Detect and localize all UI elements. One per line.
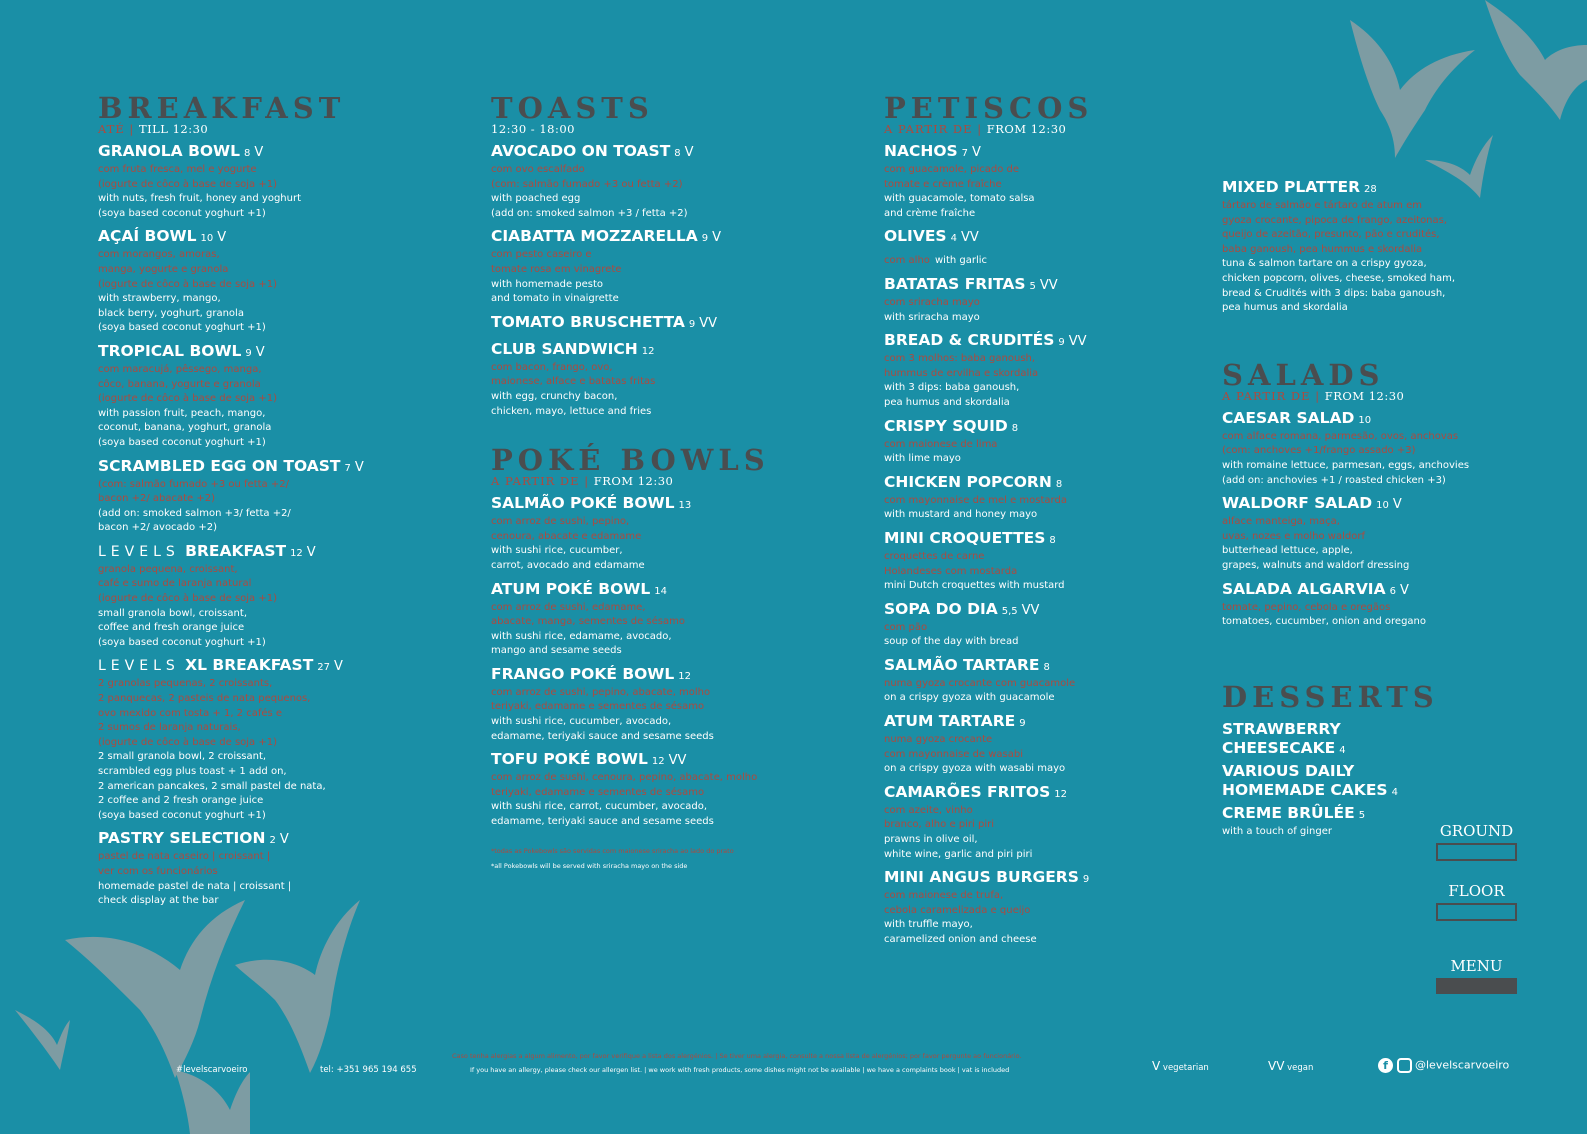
desserts-section — [1222, 679, 1522, 840]
item-price: 27 — [317, 662, 331, 674]
item-description-pt: com mayonnaise de mel e mostarda — [884, 494, 1067, 506]
menu-item — [1222, 762, 1522, 802]
item-description-pt: com fruta fresca, mel e yogurte (iogurte de côco à base de soja +1) — [98, 164, 277, 190]
item-name: AÇAÍ BOWL — [98, 227, 197, 246]
item-description-en: with mustard and honey mayo — [884, 509, 1038, 521]
breakfast-section — [98, 93, 468, 915]
menu-item — [884, 712, 1204, 777]
item-price: 6 — [1389, 585, 1396, 597]
petiscos-section — [884, 93, 1204, 954]
item-description-en: with sriracha mayo — [884, 311, 980, 323]
facebook-icon[interactable]: f — [1378, 1058, 1393, 1073]
vegetarian-icon: V — [1152, 1059, 1161, 1073]
item-description-pt: com pão — [884, 621, 928, 633]
item-price: 8 — [1043, 661, 1050, 673]
hashtag: #levelscarvoeiro — [176, 1065, 248, 1075]
item-name: PASTRY SELECTION — [98, 829, 266, 848]
menu-item — [98, 656, 468, 823]
item-description-pt: tomate, pepino, cebola e oregãos — [1222, 601, 1391, 613]
item-price: 12 — [290, 547, 303, 559]
item-description-pt: (com: salmão fumado +3 ou fetta +2/ bacon +2/ abacate +2) — [98, 478, 289, 505]
item-description-en: with nuts, fresh fruit, honey and yoghurt (soya based coconut yoghurt +1) — [98, 193, 302, 219]
item-price: 8 — [1011, 422, 1019, 434]
poke-note-en: *all Pokebowls will be served with sriracha mayo on the side — [491, 861, 688, 870]
nav-floor-indicator — [1436, 903, 1517, 921]
item-price: 9 — [1082, 874, 1090, 886]
item-description-en: prawns in olive oil, white wine, garlic and piri piri — [884, 834, 1033, 860]
menu-item — [98, 342, 468, 451]
menu-item — [1222, 409, 1522, 488]
menu-item — [491, 142, 861, 221]
menu-item — [491, 227, 861, 306]
vegetarian-icon: V — [255, 344, 265, 360]
menu-item — [884, 783, 1204, 862]
item-description-pt: com morangos, amoras, manga, yogurte e granola (iogurte de côco à base de soja +1) — [98, 249, 277, 290]
item-description-en: on a crispy gyoza with wasabi mayo — [884, 763, 1066, 775]
item-price: 4 — [950, 233, 957, 245]
item-description-en: mini Dutch croquettes with mustard — [884, 580, 1065, 592]
menu-item — [491, 494, 861, 573]
item-description-pt: granola pequena, croissant, café e sumo de laranja natural (iogurte de côco à base de soja +1) — [98, 563, 277, 605]
nav-floor-label: FLOOR — [1448, 882, 1505, 900]
vegetarian-icon: V — [254, 145, 264, 160]
item-price: 8 — [1055, 478, 1063, 490]
menu-item — [884, 227, 1204, 269]
item-description-pt: tártaro de salmão e tártaro de atum em gyoza crocante, pipoca de frango, azeitonas, queijo de azeitão, presunto, pão e crudités, baba ganoush, pea hummus e skordalia — [1222, 200, 1448, 255]
nav-ground[interactable] — [1436, 822, 1517, 861]
item-description-en: 2 small granola bowl, 2 croissant, scrambled egg plus toast + 1 add on, 2 american pancakes, 2 small pastel de nata, 2 coffee and 2 fresh orange juice (soya based coconut yoghurt +1) — [98, 751, 326, 821]
menu-item — [884, 417, 1204, 467]
vegetarian-icon: V — [972, 145, 981, 160]
menu-item — [884, 142, 1204, 221]
item-name: MINI CROQUETTES — [884, 528, 1046, 547]
item-price: 28 — [1364, 184, 1377, 195]
item-description-pt: 2 granolas pequenas, 2 croissants, 2 panquecas, 2 pasteis de nata pequenos, ovo mexido com tosta + 1, 2 cafés e 2 sumos de laranja naturais, (iogurte de côco à base de soja +1) — [98, 678, 311, 748]
item-price: 2 — [269, 835, 276, 847]
item-description-en: tomatoes, cucumber, onion and oregano — [1222, 616, 1427, 628]
vegan-icon: VV — [960, 230, 979, 246]
menu-item — [98, 457, 468, 536]
menu-item — [98, 227, 468, 336]
salads-section — [1222, 357, 1522, 630]
section-title: POKÉ BOWLS — [491, 443, 770, 478]
item-name: BREAD & CRUDITÉS — [884, 331, 1055, 350]
item-name-line2: CHEESECAKE — [1222, 738, 1336, 757]
menu-item — [491, 580, 861, 659]
item-description-en: with strawberry, mango, black berry, yoghurt, granola (soya based coconut yoghurt +1) — [98, 293, 266, 334]
social-handle: @levelscarvoeiro — [1415, 1058, 1510, 1072]
section-title: DESSERTS — [1222, 679, 1439, 714]
item-name: CLUB SANDWICH — [491, 339, 638, 358]
item-name: SALADA ALGARVIA — [1222, 579, 1386, 598]
allergy-note-en: If you have an allergy, please check our allergen list. | we work with fresh products, some dishes might not be available | we have a complaints book | vat is included — [470, 1066, 1010, 1074]
swallow-icon — [225, 895, 365, 1075]
instagram-icon[interactable] — [1397, 1058, 1412, 1073]
item-price: 10 — [200, 233, 214, 245]
item-name: STRAWBERRY — [1222, 719, 1341, 738]
item-name: CREME BRÛLÉE — [1222, 803, 1355, 822]
section-title: PETISCOS — [884, 91, 1094, 125]
menu-item — [491, 665, 861, 744]
item-name: SALMÃO POKÉ BOWL — [491, 494, 675, 513]
vegan-icon: VV — [699, 315, 718, 331]
swallow-icon — [1480, 0, 1587, 130]
item-price: 13 — [678, 500, 692, 512]
section-subtitle: 12:30 - 18:00 — [491, 122, 575, 136]
menu-item — [98, 829, 468, 908]
item-description-en: with truffle mayo, caramelized onion and cheese — [884, 919, 1037, 945]
section-title: BREAKFAST — [98, 91, 346, 125]
menu-item — [884, 656, 1204, 706]
item-name: ATUM POKÉ BOWL — [491, 579, 651, 598]
item-description-en: butterhead lettuce, apple, grapes, walnuts and waldorf dressing — [1222, 545, 1410, 571]
allergy-note-pt: Caso tenha alergias a algum alimento, por favor verifique a lista dos alergénios. | Se tiver uma alergia, consulte a nossa lista de alergénios; por favor pergunte ao funcionário. — [452, 1052, 1022, 1060]
nav-menu-indicator — [1436, 978, 1517, 994]
item-price: 12 — [641, 345, 655, 357]
item-description-en: with garlic — [935, 255, 988, 267]
poke-bowls-section — [491, 445, 861, 874]
item-description-en: with sushi rice, edamame, avocado, mango and sesame seeds — [491, 630, 672, 657]
item-price: 9 — [1058, 337, 1065, 349]
item-name: SALMÃO TARTARE — [884, 655, 1040, 674]
item-description-pt: com azeite, vinho branco, alho e piri piri — [884, 804, 994, 831]
item-name: SOPA DO DIA — [884, 599, 998, 618]
telephone: tel: +351 965 194 655 — [320, 1065, 417, 1075]
item-name: BREAKFAST — [185, 541, 287, 560]
item-name: BATATAS FRITAS — [884, 274, 1026, 293]
item-price: 9 — [1019, 718, 1026, 730]
item-description-pt: com arroz de sushi, pepino, abacate, molho teriyaki, edamame e sementes de sésamo — [491, 686, 711, 713]
item-description-pt: com arroz de sushi, pepino, cenoura, abacate e edamame — [491, 516, 642, 542]
poke-note-pt: *todas as Pokebowls são servidas com maionese sriracha ao lado do prato — [491, 846, 734, 855]
vegan-icon: VV — [1021, 602, 1040, 618]
item-description-en: with lime mayo — [884, 453, 961, 465]
toasts-section — [491, 93, 861, 874]
item-description-en: with a touch of ginger — [1222, 825, 1332, 837]
vegetarian-icon: V — [1399, 582, 1409, 598]
vegan-icon: VV — [1039, 277, 1058, 293]
item-description-en: with guacamole, tomato salsa and crème fraîche — [884, 193, 1035, 219]
item-description-en: with sushi rice, carrot, cucumber, avocado, edamame, teriyaki sauce and sesame seeds — [491, 801, 714, 828]
vegan-icon: VV — [1268, 1059, 1285, 1073]
swallow-icon — [15, 1010, 70, 1070]
menu-item — [884, 275, 1204, 325]
menu-item — [98, 142, 468, 221]
item-price: 10 — [1376, 500, 1389, 512]
item-price: 9 — [701, 233, 709, 245]
item-price: 5 — [1358, 809, 1366, 821]
item-name: TROPICAL BOWL — [98, 341, 242, 360]
nav-menu-label: MENU — [1450, 957, 1503, 975]
item-price: 5 — [1029, 280, 1036, 292]
vegetarian-icon: V — [279, 832, 289, 848]
item-description-en: on a crispy gyoza with guacamole — [884, 692, 1055, 704]
item-name: TOFU POKÉ BOWL — [491, 750, 648, 769]
item-name: WALDORF SALAD — [1222, 494, 1373, 513]
item-description-pt: croquettes de carne Holandeses com mostarda — [884, 550, 1018, 577]
item-price: 8 — [244, 148, 251, 159]
item-description-pt: com maracujá, pêssego, manga, côco, banana, yogurte e granola (iogurte de côco à base de soja +1) — [98, 363, 277, 405]
menu-item — [98, 542, 468, 651]
item-name: CAMARÕES FRITOS — [884, 782, 1051, 801]
item-name: VARIOUS DAILY — [1222, 761, 1355, 780]
item-description-pt: com ovo escalfado (com: salmão fumado +3 ou fetta +2) — [491, 164, 683, 190]
section-title: SALADS — [1222, 357, 1385, 392]
item-name: ATUM TARTARE — [884, 712, 1016, 731]
menu-item — [1222, 494, 1522, 573]
item-price: 4 — [1339, 744, 1346, 756]
menu-item — [491, 750, 861, 829]
item-price: 7 — [961, 148, 969, 159]
item-description-en: (add on: smoked salmon +3/ fetta +2/ bacon +2/ avocado +2) — [98, 507, 291, 534]
item-description-pt: pastel de nata caseiro | croissant | ver com os funcionários — [98, 851, 271, 877]
menu-item — [1222, 580, 1522, 630]
item-description-pt: com arroz de sushi, edamame, abacate, manga, sementes de sésamo — [491, 601, 685, 628]
item-price: 12 — [651, 756, 665, 768]
item-name: CIABATTA MOZZARELLA — [491, 227, 698, 246]
item-description-pt: com bacon, frango, ovo, maionese, alface e batatas fritas — [491, 361, 656, 388]
menu-item — [1222, 720, 1522, 760]
item-description-en: soup of the day with bread — [884, 636, 1019, 648]
section-subtitle: ATÉ | TILL 12:30 — [98, 122, 209, 136]
nav-floor[interactable] — [1436, 882, 1517, 921]
menu-item — [884, 529, 1204, 594]
item-name: MINI ANGUS BURGERS — [884, 868, 1079, 887]
vegetarian-icon: V — [354, 459, 364, 475]
menu-item — [884, 473, 1204, 523]
swallow-icon — [60, 890, 250, 1080]
section-subtitle: A PARTIR DE | FROM 12:30 — [1222, 388, 1405, 403]
item-description-pt: com maionese de trufa, cebola caramelizada e queijo — [884, 890, 1031, 916]
vegetarian-icon: V — [712, 230, 722, 246]
item-name: OLIVES — [884, 227, 947, 246]
right-column — [1222, 178, 1522, 845]
item-description-en: small granola bowl, croissant, coffee and fresh orange juice (soya based coconut yoghurt +1) — [98, 607, 266, 648]
item-name: FRANGO POKÉ BOWL — [491, 664, 675, 683]
item-name-line2: HOMEMADE CAKES — [1222, 780, 1388, 799]
item-description-en: with egg, crunchy bacon, chicken, mayo, lettuce and fries — [491, 390, 652, 417]
item-price: 4 — [1391, 786, 1398, 798]
item-description-en: tuna & salmon tartare on a crispy gyoza, chicken popcorn, olives, cheese, smoked ham, bread & Crudités with 3 dips: baba ganoush, pea humus and skordalia — [1222, 258, 1456, 314]
item-description-en: homemade pastel de nata | croissant | check display at the bar — [98, 880, 292, 907]
section-subtitle: A PARTIR DE | FROM 12:30 — [491, 474, 674, 489]
item-description-en: with sushi rice, cucumber, avocado, edamame, teriyaki sauce and sesame seeds — [491, 716, 714, 742]
item-price: 9 — [688, 318, 696, 330]
item-price: 8 — [1049, 534, 1056, 546]
item-name: CHICKEN POPCORN — [884, 472, 1052, 491]
item-price: 8 — [674, 148, 681, 159]
item-name: CAESAR SALAD — [1222, 408, 1355, 427]
item-description-en: with poached egg (add on: smoked salmon +3 / fetta +2) — [491, 193, 688, 219]
item-price: 7 — [344, 462, 351, 474]
vegetarian-icon: V — [306, 544, 316, 560]
item-price: 10 — [1358, 414, 1372, 426]
vegetarian-icon: V — [334, 659, 343, 675]
item-description-en: with sushi rice, cucumber, carrot, avocado and edamame — [491, 545, 645, 571]
item-price: 12 — [678, 670, 692, 682]
item-name: GRANOLA BOWL — [98, 142, 241, 160]
levels-logo: LEVELS — [98, 658, 180, 675]
item-description-en: with homemade pesto and tomato in vinaigrette — [491, 278, 619, 305]
item-description-pt: com 3 molhos: baba ganoush, hummus de ervilha e skordalia — [884, 353, 1039, 379]
item-description-pt: com arroz de sushi, cenoura, pepino, abacate, molho teriyaki, edamame e sementes de sésamo — [491, 772, 758, 798]
nav-ground-label: GROUND — [1439, 822, 1514, 840]
item-description-en: with 3 dips: baba ganoush, pea humus and skordalia — [884, 382, 1020, 408]
item-description-pt: com sriracha mayo — [884, 296, 980, 308]
item-price: 14 — [654, 585, 668, 597]
item-description-pt: com maionese de lima — [884, 438, 998, 450]
item-description-pt: numa gyoza crocante com guacamole — [884, 677, 1076, 689]
item-description-pt: alface manteiga, maça, uvas, nozes e molho waldorf — [1222, 516, 1365, 542]
mixed-platter-item — [1222, 178, 1522, 316]
nav-menu[interactable] — [1436, 957, 1517, 994]
item-name: XL BREAKFAST — [185, 656, 314, 675]
nav-ground-indicator — [1436, 843, 1517, 861]
item-description-en: with passion fruit, peach, mango, coconut, banana, yoghurt, granola (soya based coconut yoghurt +1) — [98, 407, 272, 448]
menu-item — [884, 331, 1204, 410]
menu-item — [884, 600, 1204, 650]
menu-item — [884, 868, 1204, 947]
item-description-pt: com alface romana, parmesão, ovos, anchovas (com: anchoves +1/frango assado +3) — [1222, 430, 1459, 457]
levels-logo: LEVELS — [98, 543, 180, 560]
vegan-icon: VV — [1068, 334, 1087, 350]
item-name: SCRAMBLED EGG ON TOAST — [98, 456, 341, 475]
social-links — [1378, 1058, 1509, 1073]
item-name: AVOCADO ON TOAST — [491, 142, 671, 160]
vegetarian-legend: V vegetarian — [1152, 1059, 1209, 1073]
item-description-pt: com pesto caseiro e tomate rosa em vinagrete — [491, 249, 622, 275]
item-name: TOMATO BRUSCHETTA — [491, 312, 685, 331]
vegetarian-icon: V — [217, 230, 227, 246]
item-price: 5,5 — [1001, 605, 1018, 617]
item-name: NACHOS — [884, 142, 958, 160]
item-description-en: with romaine lettuce, parmesan, eggs, anchovies (add on: anchovies +1 / roasted chicken +3) — [1222, 459, 1470, 486]
section-subtitle: A PARTIR DE | FROM 12:30 — [884, 122, 1067, 136]
item-price: 12 — [1054, 788, 1067, 800]
item-description-pt: com alho — [884, 255, 930, 267]
item-description-pt: numa gyoza crocante com mayonnaise de wasabi — [884, 734, 1024, 760]
vegetarian-icon: V — [684, 145, 694, 160]
item-price: 9 — [245, 347, 252, 359]
vegan-legend: VV vegan — [1268, 1059, 1314, 1073]
vegetarian-icon: V — [1392, 497, 1402, 513]
item-name: CRISPY SQUID — [884, 416, 1008, 435]
item-name: MIXED PLATTER — [1222, 178, 1361, 196]
menu-item — [491, 340, 861, 419]
item-description-pt: com guacamole, picado de tomate e crème fraîche — [884, 164, 1020, 190]
menu-item — [491, 313, 861, 334]
section-title: TOASTS — [491, 91, 654, 125]
vegan-icon: VV — [668, 753, 687, 769]
